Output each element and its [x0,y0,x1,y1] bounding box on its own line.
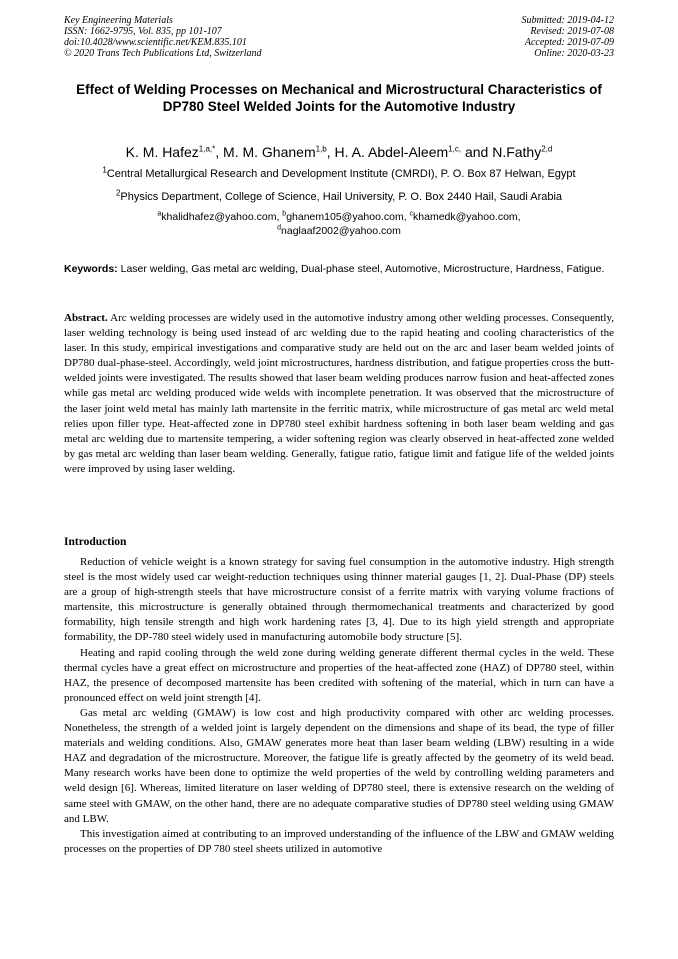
email-mark: d [277,224,282,232]
introduction-body [64,555,614,857]
journal-copyright: © 2020 Trans Tech Publications Ltd, Switzerland [64,48,262,59]
date-online: Online: 2020-03-23 [534,48,614,59]
keywords [64,262,614,276]
paragraph: This investigation aimed at contributing to an improved understanding of the influence of the LBW and GMAW welding processes on the properties of DP 780 steel sheets utilized in automotive [64,827,614,855]
affiliation-2 [60,190,618,204]
email-mark: a [157,210,162,218]
email-separator: , [517,211,521,223]
author-list [40,143,638,161]
author-affiliation-mark: 1,b [315,144,327,154]
affiliation-mark: 1 [102,165,107,175]
affiliation-1 [60,167,618,181]
email-address: naglaaf2002@yahoo.com [281,225,401,237]
affiliation-text: Physics Department, College of Science, Hail University, P. O. Box 2440 Hail, Saudi Arabia [120,191,563,203]
date-submitted: Submitted: 2019-04-12 [521,15,614,26]
author-separator: , [215,144,224,160]
section-heading-introduction: Introduction [64,536,127,548]
email-mark: c [409,210,414,218]
journal-name: Key Engineering Materials [64,15,173,26]
abstract-text: Arc welding processes are widely used in the automotive industry among other welding processes. Consequently, laser welding technology is being used instead of arc welding due to the rapid heating and cooling characteristics of the laser. In this study, empirical investigations and comparative study are held out on the arc and laser beam welded joints of DP780 dual-phase-steel. Accordingly, weld joint microstructures, hardness distribution, and fatigue properties cross the butt-welded joints were investigated. The results showed that laser beam welding produces narrow fusion and heat-affected zones while gas metal arc welding produced wide welds with incomplete penetration. It was observed that the microstructure of the laser joint weld metal has mainly lath martensite in the ferritic matrix, while microstructure of gas metal arc weld metal relies upon filler type. Heat-affected zone in DP780 steel exhibit hardness softening in both laser beam welding and gas metal arc welding due to martensite tempering, a wider softening region was clearly observed in heat-affected zone welded by gas metal arc welding than laser beam welding. Generally, fatigue ratio, fatigue limit and fatigue life of the welded joints were improved by using laser welding. [64,312,614,475]
abstract-label: Abstract. [64,312,108,324]
publication-dates [522,15,615,59]
affiliation-mark: 2 [115,188,121,198]
journal-info [64,15,262,59]
journal-issn: ISSN: 1662-9795, Vol. 835, pp 101-107 [64,26,222,37]
affiliation-text: Central Metallurgical Research and Development Institute (CMRDI), P. O. Box 87 Helwan, Egypt [106,168,576,180]
author-separator: and [461,144,493,160]
abstract [64,311,614,477]
date-accepted: Accepted: 2019-07-09 [524,37,614,48]
author-name: H. A. Abdel-Aleem [334,144,449,160]
email-separator: , [403,211,410,223]
email-mark: b [282,210,287,218]
paper-title: Effect of Welding Processes on Mechanical and Microstructural Characteristics of DP780 Steel Welded Joints for the Automotive Industry [76,82,602,114]
email-list [70,210,608,238]
email-separator: , [276,211,283,223]
author-affiliation-mark: 1,c, [448,144,462,154]
author-separator: , [326,144,335,160]
date-revised: Revised: 2019-07-08 [530,26,614,37]
email-address: khamedk@yahoo.com [413,211,518,223]
keywords-text: Laser welding, Gas metal arc welding, Dual-phase steel, Automotive, Microstructure, Hardness, Fatigue. [120,263,605,275]
author-name: K. M. Hafez [125,144,199,160]
email-address: khalidhafez@yahoo.com [161,211,277,223]
author-affiliation-mark: 2,d [541,144,553,154]
paragraph: Heating and rapid cooling through the weld zone during welding generate different thermal cycles in the weld. These thermal cycles have a great effect on microstructure and properties of the heat-affected zone (HAZ) of DP780 steel, within HAZ, the presence of decomposed martensite has been credited with softening of the material, which in turn can have a pronounced effect on weld joint strength [4]. [64,646,614,704]
author-affiliation-mark: 1,a,* [198,144,216,154]
author-name: M. M. Ghanem [223,144,316,160]
paragraph: Reduction of vehicle weight is a known strategy for saving fuel consumption in the automotive industry. High strength steel is the most widely used car weight-reduction techniques using thinner material gauges [1, 2]. Dual-Phase (DP) steels are a group of high-strength steels that have microstructure consist of a ferrite matrix with varying volume fractions of martensite, this microstructure is generally obtained through thermomechanical treatments and characterized by good formability, high tensile strength and high work hardening rates [3, 4]. Due to its high yield strength and appropriate formability, the DP-780 steel widely used in manufacturing automobile body structure [5]. [64,556,614,644]
email-address: ghanem105@yahoo.com [286,211,404,223]
paragraph: Gas metal arc welding (GMAW) is low cost and high productivity compared with other arc welding processes. Nonetheless, the strength of a welded joint is largely dependent on the dimensions and shape of its bead, the type of filler materials and welding conditions. Also, GMAW generates more heat than laser beam welding (LBW) resulting in a wide HAZ and degradation of the microstructure. Moreover, the fatigue life is greatly affected by the geometry of its weld bead. Many research works have been done to optimize the weld properties of the weld by controlling welding parameters and weld design [6]. Whereas, limited literature on laser welding of DP780 steel, there is extensive research on the welding of same steel with GMAW, on the other hand, there are no adequate comparative studies of DP780 steel welding using GMAW and LBW. [64,706,614,825]
keywords-label: Keywords: [64,263,118,275]
author-name: N.Fathy [492,144,542,160]
journal-doi: doi:10.4028/www.scientific.net/KEM.835.101 [64,37,247,48]
